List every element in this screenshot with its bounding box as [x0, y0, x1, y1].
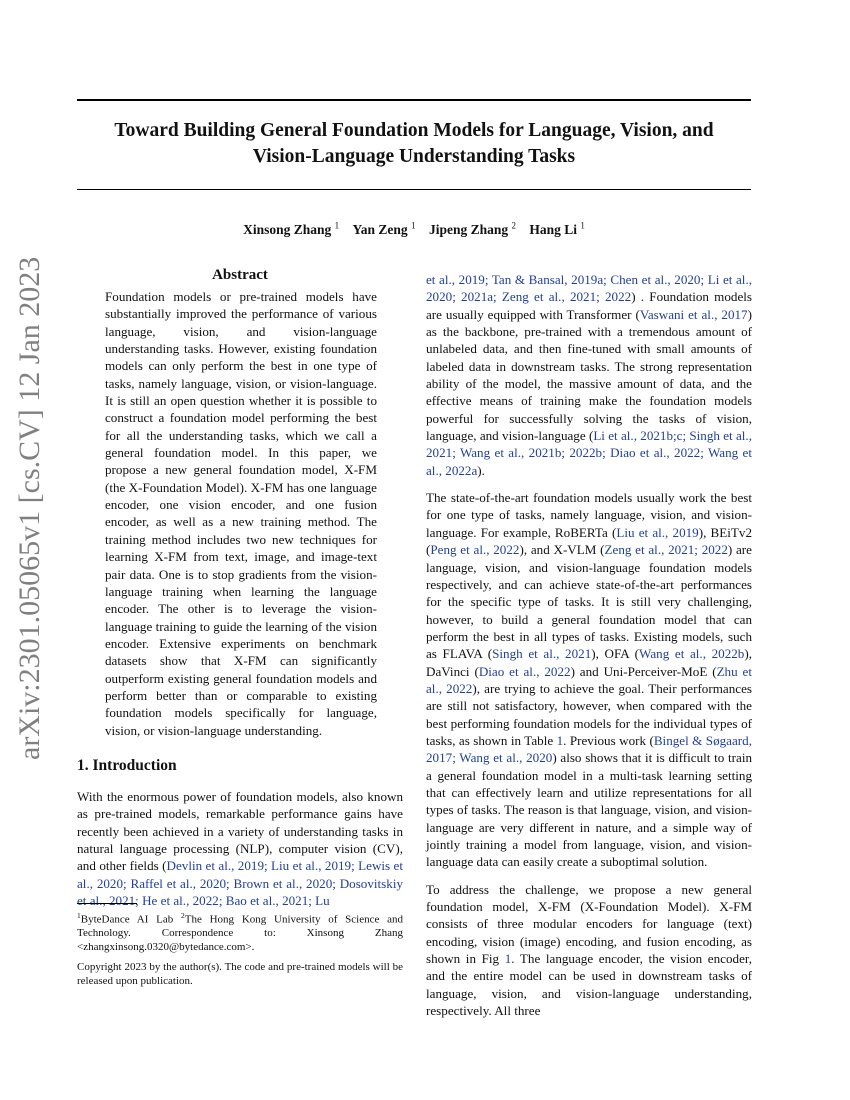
intro-paragraph: [426, 881, 752, 1020]
intro-left-column: [77, 788, 403, 909]
intro-paragraph: [426, 489, 752, 871]
text-run: . Previous work (: [563, 732, 654, 748]
footnote-mark: 1: [77, 911, 81, 920]
citation-link[interactable]: Liu et al., 2019: [616, 524, 699, 540]
author: [353, 222, 416, 237]
text-run: ) are language, vision, and vision-language foundation models respectively, and can achieve state-of-the-art performances for the specific type of tasks. It is still very challenging, however, to build a general foundation model that can perform the best in all types of tasks. Existing models, such as FLAVA (: [426, 542, 752, 662]
text-run: ) as the backbone, pre-trained with a tremendous amount of unlabeled data, and then fine-tuned with small amounts of labeled data in downstream tasks. The strong representation ability of the model, the massive amount of data, and the effective means of training make the foundation models powerful for successfully solving the tasks of vision, language, and vision-language (: [426, 306, 752, 444]
text-run: With the enormous power of foundation models, also known as pre-trained models, remarkable performance gains have recently been achieved in a variety of understanding tasks in natural language processing (NLP), computer vision (CV), and other fields (: [77, 789, 403, 874]
author-affiliation: 2: [511, 220, 516, 230]
text-run: The state-of-the-art foundation models usually work the best for one type of tasks, namely language, vision, and vision-language. For example, RoBERTa (: [426, 490, 752, 540]
citation-link[interactable]: Vaswani et al., 2017: [639, 306, 748, 322]
text-run: ), are trying to achieve the goal. Their performances are still not satisfactory, however, when compared with the best performing foundation models for the individual types of tasks, as shown in Table: [426, 680, 752, 748]
text-run: ) . Foundation models are usually equipped with Transformer (: [426, 289, 752, 322]
paper-title: [77, 118, 751, 170]
text-run: ).: [477, 462, 485, 478]
footnote-mark: 2: [181, 911, 185, 920]
author: [243, 222, 339, 237]
citation-link[interactable]: Li et al., 2021b;c; Singh et al., 2021; Wang et al., 2021b; 2022b; Diao et al., 2022; Wang et al., 2022a: [426, 428, 752, 478]
title-line-1: Toward Building General Foundation Models for Language, Vision, and: [114, 120, 714, 141]
author-name: Yan Zeng: [352, 221, 408, 237]
intro-paragraph: [77, 788, 403, 909]
citation-link[interactable]: et al., 2019; Tan & Bansal, 2019a; Chen et al., 2020; Li et al., 2020; 2021a; Zeng et al., 2021; 2022: [426, 272, 752, 305]
title-rule-top: [77, 99, 751, 101]
text-run: ), DaVinci (: [426, 646, 752, 679]
intro-right-column: [426, 271, 752, 1029]
author-name: Jipeng Zhang: [428, 221, 509, 237]
title-line-2: Vision-Language Understanding Tasks: [252, 146, 576, 167]
text-run: ), BEiTv2 (: [426, 524, 753, 558]
intro-paragraph: [426, 271, 752, 479]
abstract-heading: Abstract: [212, 267, 268, 283]
author-name: Xinsong Zhang: [243, 221, 332, 237]
text-run: To address the challenge, we propose a new general foundation model, X-FM (X-Foundation Model). X-FM consists of three modular encoders for language (text) encoding, vision (image) encoding, and fusion encoding, as shown in Fig: [426, 881, 752, 967]
citation-link[interactable]: Wang et al., 2022b: [639, 646, 745, 662]
citation-link[interactable]: Devlin et al., 2019; Liu et al., 2019; Lewis et al., 2020; Raffel et al., 2020; Brown et al., 2020; Dosovitskiy et al., 2021; He et al., 2022; Bao et al., 2021; Lu: [77, 858, 403, 909]
section-heading-introduction: 1. Introduction: [77, 757, 177, 774]
copyright-note: Copyright 2023 by the author(s). The code and pre-trained models will be released upon publication.: [77, 961, 403, 988]
author-affiliation: 1: [580, 220, 585, 230]
author-affiliation: 1: [411, 220, 416, 230]
author-affiliation: 1: [334, 220, 340, 230]
citation-link[interactable]: Bingel & Søgaard, 2017; Wang et al., 2020: [426, 732, 752, 766]
text-run: ) and Uni-Perceiver-MoE (: [570, 663, 717, 679]
text-run: ), OFA (: [591, 646, 640, 662]
abstract-text: [105, 288, 377, 739]
citation-link[interactable]: Zeng et al., 2021; 2022: [604, 542, 728, 558]
citation-link[interactable]: Zhu et al., 2022: [426, 663, 752, 696]
author: [529, 222, 585, 237]
footnote-rule: [77, 903, 137, 904]
citation-link[interactable]: Diao et al., 2022: [478, 663, 571, 679]
affiliation-note: [77, 909, 403, 954]
text-run: ), and X-VLM (: [519, 542, 605, 558]
abstract-paragraph: Foundation models or pre-trained models have substantially improved the performance of various language, vision, and vision-language understanding tasks. However, existing foundation models can only perform the best in one type of tasks, namely language, vision, or vision-language. It is still an open question whether it is possible to construct a foundation model performing the best for all the understanding tasks, which we call a general foundation model. In this paper, we propose a new general foundation model, X-FM (the X-Foundation Model). X-FM has one language encoder, one vision encoder, and one fusion encoder, as well as a new training method. The training method includes two new techniques for learning X-FM from text, image, and image-text pair data. One is to stop gradients from the vision-language training when learning the language encoder. The other is to leverage the vision-language training to guide the learning of the vision encoder. Extensive experiments on benchmark datasets show that X-FM can significantly outperform existing general foundation models and perform better than or comparable to existing foundation models specifically for language, vision, or vision-language understanding.: [105, 289, 377, 738]
text-run: ByteDance AI Lab: [80, 913, 181, 926]
footnote: [77, 909, 403, 996]
title-rule-bottom: [77, 189, 751, 190]
table-ref-link[interactable]: 1: [556, 732, 564, 748]
author-list: [77, 220, 751, 238]
text-run: . The language encoder, the vision encoder, and the entire model can be used in downstream tasks of language, vision, and vision-language understanding, respectively. All three: [426, 951, 752, 1019]
figure-ref-link[interactable]: 1: [504, 951, 512, 967]
text-run: The Hong Kong University of Science and Technology. Correspondence to: Xinsong Zhang <zhangxinsong.0320@bytedance.com>.: [77, 913, 403, 953]
text-run: ) also shows that it is difficult to train a general foundation model in a multi-task learning setting that can effectively learn and utilize representations for all types of tasks. The reason is that language, vision, and vision-language are very different in nature, and a simple way of jointly training a model from language, vision, and vision-language data can easily create a suboptimal solution.: [426, 750, 752, 870]
author: [429, 222, 516, 237]
citation-link[interactable]: Peng et al., 2022: [430, 542, 520, 558]
arxiv-stamp: arXiv:2301.05065v1 [cs.CV] 12 Jan 2023: [13, 256, 46, 760]
citation-link[interactable]: Singh et al., 2021: [492, 646, 592, 662]
author-name: Hang Li: [529, 221, 577, 237]
